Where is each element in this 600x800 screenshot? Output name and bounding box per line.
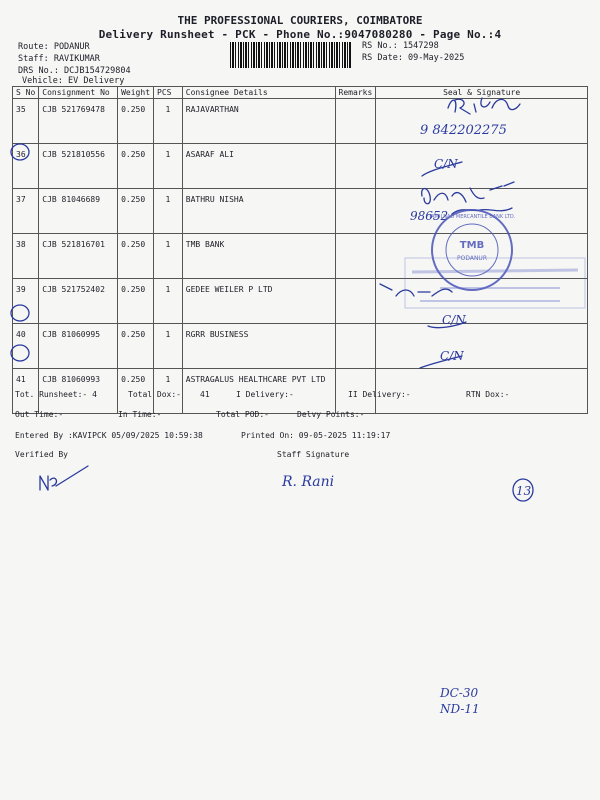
company-title: THE PROFESSIONAL COURIERS, COIMBATORE (177, 14, 423, 27)
entered-by: Entered By :KAVIPCK 05/09/2025 10:59:38 (15, 431, 203, 440)
drs-number: DRS No.: DCJB154729804 (18, 66, 131, 76)
pcs: 1 (154, 189, 183, 234)
pcs: 1 (154, 99, 183, 144)
serial-no: 39 (13, 279, 39, 324)
consignment-no: CJB 521810556 (39, 144, 118, 189)
delvy-points: Delvy Points:- (297, 410, 365, 419)
staff-signature-label: Staff Signature (277, 450, 350, 459)
out-time: Out Time:- (15, 410, 64, 419)
consignee: BATHRU NISHA (182, 189, 335, 234)
note-line-2: ND-11 (440, 702, 480, 716)
consignee: TMB BANK (182, 234, 335, 279)
vehicle-label: Vehicle: EV Delivery (22, 76, 125, 86)
ii-delivery: II Delivery:- (348, 390, 411, 399)
route-label: Route: PODANUR (18, 42, 90, 52)
signature-row-37 (422, 182, 514, 204)
serial-no: 38 (13, 234, 39, 279)
verifier-initials-icon (40, 466, 88, 490)
rs-date: RS Date: 09-May-2025 (362, 53, 465, 63)
consignee: ASARAF ALI (182, 144, 335, 189)
serial-no: 36 (13, 144, 39, 189)
note-line-1: DC-30 (440, 686, 479, 700)
signature-row-35 (448, 98, 520, 114)
col-header: Consignment No (39, 87, 118, 99)
in-time: In Time:- (118, 410, 162, 419)
consignee: RAJAVARTHAN (182, 99, 335, 144)
col-header: Remarks (335, 87, 376, 99)
pcs: 1 (154, 324, 183, 369)
consignment-no: CJB 521769478 (39, 99, 118, 144)
signature-row-39 (380, 284, 452, 296)
runsheet-title: Delivery Runsheet - PCK - Phone No.:9047080280 - Page No.:4 (98, 28, 502, 41)
verified-by-label: Verified By (15, 450, 68, 459)
weight: 0.250 (118, 234, 154, 279)
circle-mark-40 (11, 305, 29, 321)
consignment-no: CJB 521816701 (39, 234, 118, 279)
consignee: ASTRAGALUS HEALTHCARE PVT LTD (182, 369, 335, 414)
col-header: PCS (154, 87, 183, 99)
weight: 0.250 (118, 189, 154, 234)
consignment-no: CJB 81060995 (39, 324, 118, 369)
staff-label: Staff: RAVIKUMAR (18, 54, 100, 64)
pcs: 1 (154, 279, 183, 324)
serial-no: 35 (13, 99, 39, 144)
col-header: Consignee Details (182, 87, 335, 99)
consignment-no: CJB 521752402 (39, 279, 118, 324)
pcs: 1 (154, 144, 183, 189)
serial-no: 41 (13, 369, 39, 414)
weight: 0.250 (118, 369, 154, 414)
handwritten-phone-2: 98652 (410, 209, 449, 223)
page-mark: 13 (516, 484, 532, 498)
printed-on: Printed On: 09-05-2025 11:19:17 (241, 431, 391, 440)
total-pod: Total POD:- (216, 410, 269, 419)
receipt-mark-41: C/N (440, 349, 464, 363)
serial-no: 37 (13, 189, 39, 234)
consignment-no: CJB 81060993 (39, 369, 118, 414)
weight: 0.250 (118, 144, 154, 189)
total-dox-label: Total Dox:- (128, 390, 181, 399)
consignment-no: CJB 81046689 (39, 189, 118, 234)
i-delivery: I Delivery:- (236, 390, 294, 399)
handwritten-phone-1: 9 842202275 (420, 123, 507, 138)
weight: 0.250 (118, 324, 154, 369)
circle-mark-41 (11, 345, 29, 361)
col-header: Seal & Signature (376, 87, 588, 99)
serial-no: 40 (13, 324, 39, 369)
receipt-mark-40: C/N (442, 313, 466, 327)
rtn-dox: RTN Dox:- (466, 390, 510, 399)
receipt-mark-36: C/N (434, 157, 458, 171)
pcs: 1 (154, 369, 183, 414)
consignee: GEDEE WEILER P LTD (182, 279, 335, 324)
stamp-branch: PODANUR (456, 255, 488, 262)
rs-number: RS No.: 1547298 (362, 41, 439, 51)
col-header: S No (13, 87, 39, 99)
pcs: 1 (154, 234, 183, 279)
consignee: RGRR BUSINESS (182, 324, 335, 369)
col-header: Weight (118, 87, 154, 99)
staff-signature: R. Rani (282, 474, 335, 490)
total-runsheet: Tot. Runsheet:- 4 (15, 390, 97, 399)
weight: 0.250 (118, 99, 154, 144)
circle-mark-36 (11, 144, 29, 160)
stamp-bank-code: TMB (459, 240, 485, 251)
stamp-bank-name: TAMILNAD MERCANTILE BANK LTD. (428, 214, 516, 220)
total-dox-value: 41 (200, 390, 210, 399)
weight: 0.250 (118, 279, 154, 324)
